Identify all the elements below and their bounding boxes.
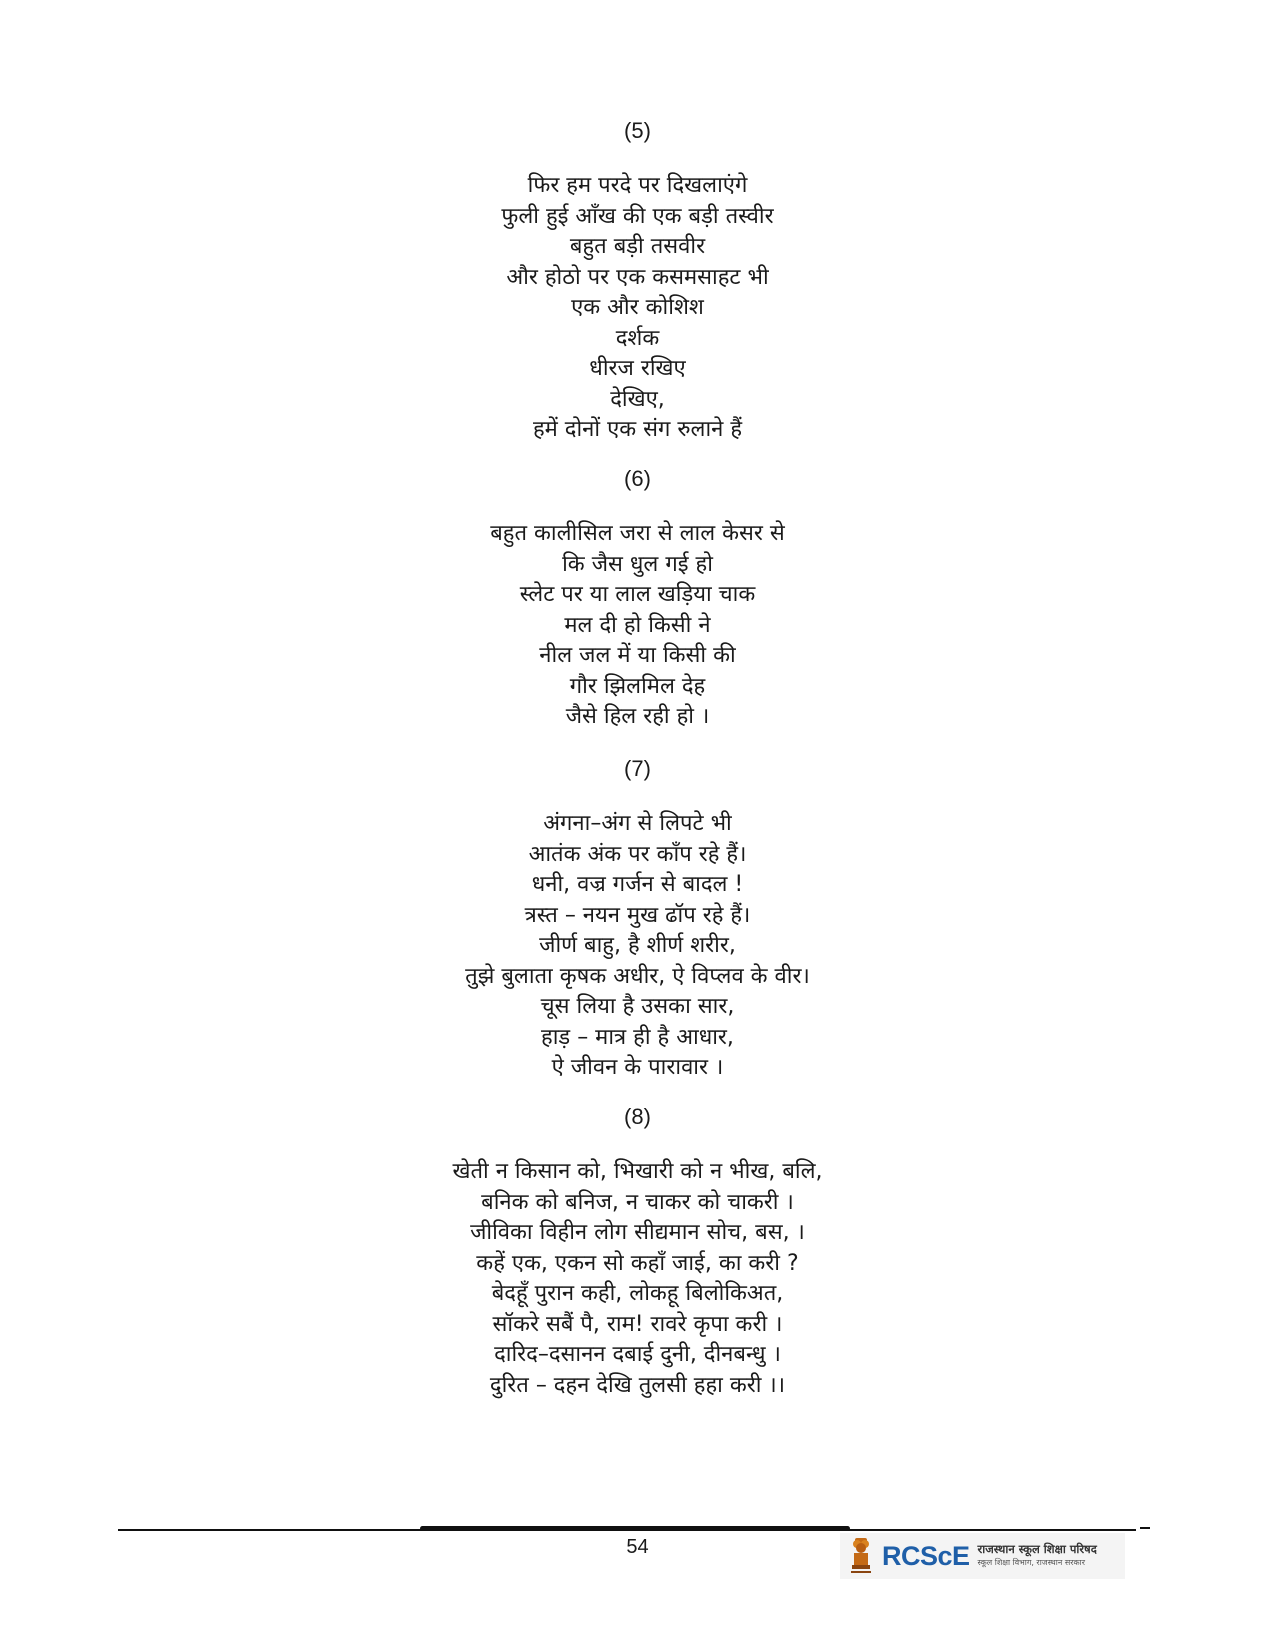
- poem-line: खेती न किसान को, भिखारी को न भीख, बलि,: [452, 1159, 823, 1184]
- stanza-number: (5): [624, 118, 651, 143]
- poem-line: बहुत कालीसिल जरा से लाल केसर से: [490, 521, 785, 546]
- poem-line: हमें दोनों एक संग रुलाने हैं: [532, 417, 743, 442]
- stanza-6: [0, 519, 1275, 733]
- stanza-8: [0, 1157, 1275, 1401]
- logo-title: राजस्थान स्कूल शिक्षा परिषद: [977, 1542, 1097, 1556]
- footer-rule-accent: [420, 1526, 850, 1531]
- poem-line: चूस लिया है उसका सार,: [540, 994, 735, 1019]
- poem-line: हाड़ – मात्र ही है आधार,: [541, 1024, 734, 1050]
- stanza-7: [0, 809, 1275, 1084]
- poem-line: बेदहूँ पुरान कही, लोकहू बिलोकिअत,: [491, 1281, 784, 1306]
- poem-line: बहुत बड़ी तसवीर: [569, 234, 706, 259]
- poem-line: त्रस्त – नयन मुख ढॉप रहे हैं।: [524, 902, 751, 928]
- logo-subtitle: स्कूल शिक्षा विभाग, राजस्थान सरकार: [977, 1558, 1085, 1567]
- poem-line: और होठो पर एक कसमसाहट भी: [506, 264, 769, 290]
- logo-caption: [978, 1543, 1097, 1569]
- poem-line: गौर झिलमिल देह: [569, 673, 706, 699]
- logo-wordmark: RCScE: [882, 1540, 970, 1571]
- poem-line: बनिक को बनिज, न चाकर को चाकरी ।: [481, 1189, 794, 1215]
- poem-line: धनी, वज्र गर्जन से बादल !: [531, 872, 744, 897]
- poem-line: तुझे बुलाता कृषक अधीर, ऐ विप्लव के वीर।: [465, 963, 810, 989]
- poem-line: जीविका विहीन लोग सीद्यमान सोच, बस, ।: [470, 1220, 805, 1245]
- poem-line: फुली हुई आँख की एक बड़ी तस्वीर: [501, 203, 774, 229]
- poem-line: कि जैस धुल गई हो: [562, 551, 713, 577]
- state-emblem-icon: [846, 1536, 876, 1576]
- poem-line: नील जल में या किसी की: [539, 643, 736, 668]
- page-number: 54: [626, 1536, 649, 1558]
- stanza-number: (6): [624, 466, 651, 491]
- poem-line: जैसे हिल रही हो ।: [565, 704, 710, 729]
- poem-line: धीरज रखिए: [589, 356, 686, 381]
- footer-dash: [1140, 1527, 1150, 1529]
- poem-line: अंगना–अंग से लिपटे भी: [543, 811, 732, 836]
- poem-line: सॉकरे सबैं पै, राम! रावरे कृपा करी ।: [492, 1311, 783, 1337]
- poem-line: कहें एक, एकन सो कहाँ जाई, का करी ?: [476, 1250, 799, 1276]
- rcsce-logo: [840, 1533, 1125, 1579]
- poem-line: स्लेट पर या लाल खड़िया चाक: [519, 582, 756, 607]
- poem-line: देखिए,: [610, 386, 665, 412]
- poem-line: दारिद–दसानन दबाई दुनी, दीनबन्धु ।: [494, 1342, 781, 1367]
- poem-line: आतंक अंक पर काँप रहे हैं।: [528, 841, 747, 867]
- poem-line: जीर्ण बाहु, है शीर्ण शरीर,: [539, 933, 736, 958]
- poem-line: फिर हम परदे पर दिखलाएंगे: [527, 173, 748, 198]
- poem-line: दुरित – दहन देखि तुलसी हहा करी ।।: [489, 1372, 786, 1398]
- stanza-number: (7): [624, 756, 651, 781]
- poem-line: ऐ जीवन के पारावार ।: [551, 1055, 724, 1080]
- stanza-5: [0, 171, 1275, 446]
- poem-line: दर्शक: [615, 325, 660, 351]
- poem-line: मल दी हो किसी ने: [564, 612, 711, 638]
- stanza-number: (8): [624, 1104, 651, 1129]
- poem-line: एक और कोशिश: [571, 295, 704, 320]
